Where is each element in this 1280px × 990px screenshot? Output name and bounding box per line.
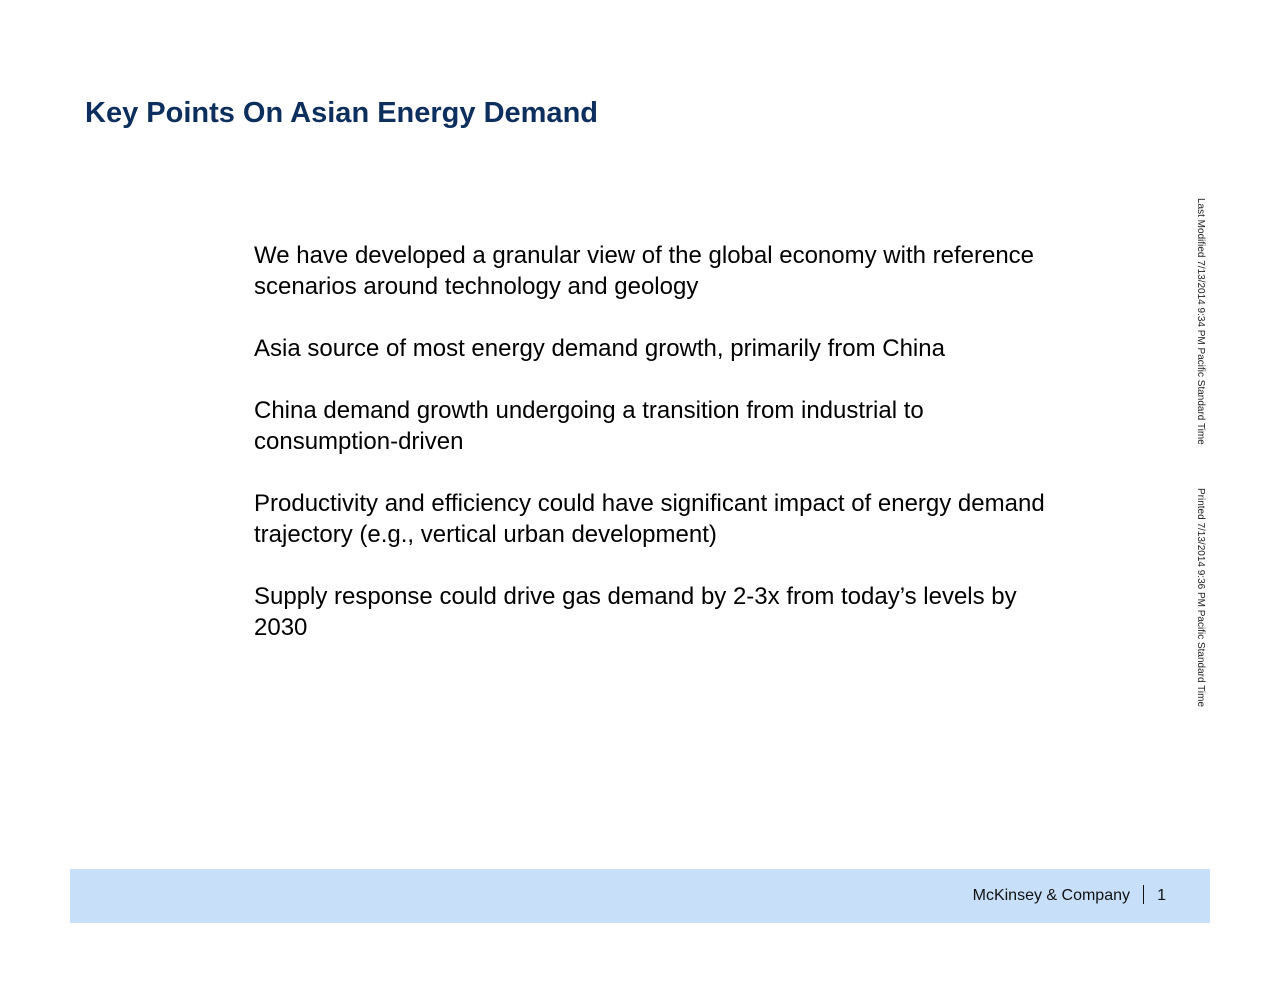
last-modified-note: Last Modified 7/13/2014 9:34 PM Pacific Standard Time (1195, 198, 1206, 445)
key-point: We have developed a granular view of the global economy with reference scenarios around technology and geology (254, 242, 1035, 300)
key-point: Supply response could drive gas demand by 2-3x from today’s levels by 2030 (254, 583, 1017, 641)
footer-bar (70, 869, 1210, 923)
key-point: Asia source of most energy demand growth, primarily from China (254, 335, 945, 362)
footer-company-name: McKinsey & Company (972, 887, 1130, 904)
slide-title: Key Points On Asian Energy Demand (85, 97, 598, 129)
footer-divider (1143, 885, 1144, 904)
key-points-list (254, 240, 1064, 674)
printed-note: Printed 7/13/2014 9:36 PM Pacific Standard Time (1195, 488, 1206, 708)
key-point: Productivity and efficiency could have significant impact of energy demand trajectory (e.g., vertical urban development) (254, 490, 1045, 548)
page-number: 1 (1157, 887, 1166, 904)
key-point: China demand growth undergoing a transition from industrial to consumption-driven (254, 397, 924, 455)
